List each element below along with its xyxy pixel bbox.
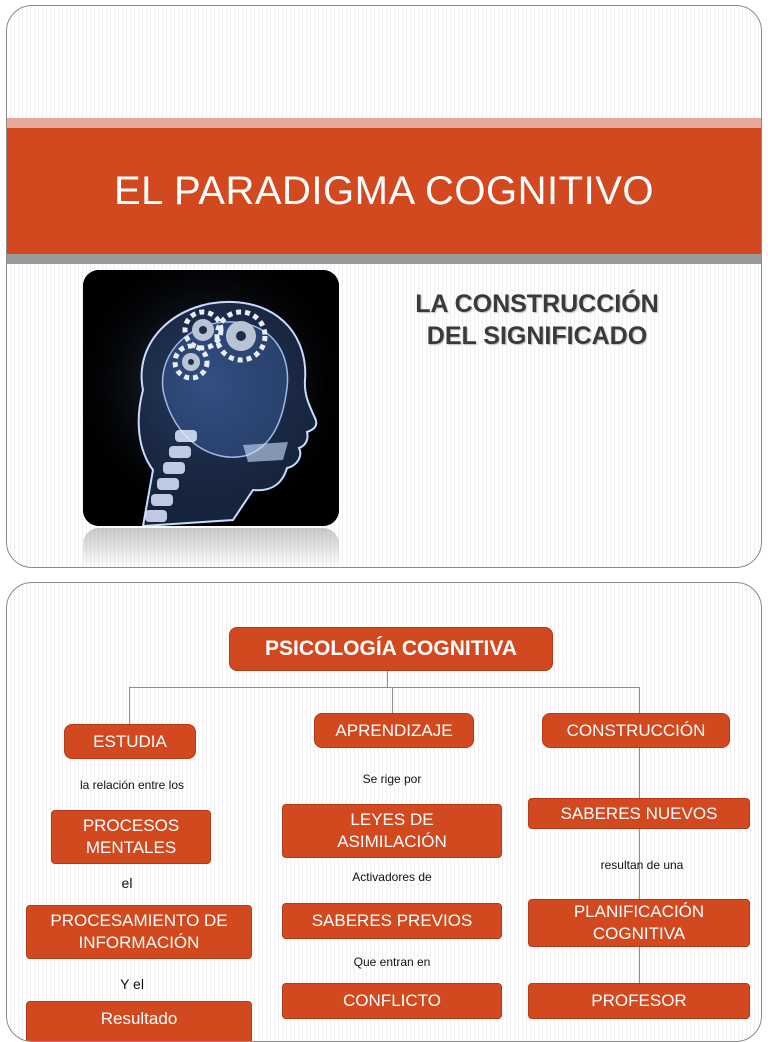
col2-link-2: Activadores de xyxy=(352,870,432,884)
concept-map-slide xyxy=(6,582,762,1042)
col2-node-1: LEYES DE ASIMILACIÓN xyxy=(282,804,502,858)
connector-col3-c xyxy=(639,947,640,983)
root-node: PSICOLOGÍA COGNITIVA xyxy=(229,627,553,671)
connector-horizontal xyxy=(129,687,639,688)
connector-col1-top xyxy=(129,687,130,727)
col3-node-3: PROFESOR xyxy=(528,983,750,1019)
col2-node-3: CONFLICTO xyxy=(282,983,502,1019)
connector-root-stem xyxy=(387,669,388,687)
slide-subtitle xyxy=(377,288,697,352)
col1-node-1: PROCESOS MENTALES xyxy=(51,810,211,864)
title-band-top-stripe xyxy=(7,118,761,128)
col3-link-2: resultan de una xyxy=(600,858,684,872)
xray-head-gears-image xyxy=(83,270,339,526)
col1-link-2: el xyxy=(121,875,133,891)
col1-node-2: PROCESAMIENTO DE INFORMACIÓN xyxy=(26,905,252,959)
col1-head-node: ESTUDIA xyxy=(64,724,196,759)
col3-node-2: PLANIFICACIÓN COGNITIVA xyxy=(528,899,750,947)
slide-title: EL PARADIGMA COGNITIVO xyxy=(114,168,654,213)
col2-link-1: Se rige por xyxy=(362,772,422,786)
col1-link-3: Y el xyxy=(120,976,144,992)
col2-node-2: SABERES PREVIOS xyxy=(282,903,502,939)
col2-head-node: APRENDIZAJE xyxy=(314,713,474,748)
col1-node-3: Resultado xyxy=(26,1001,252,1042)
title-band-bottom-stripe xyxy=(7,254,761,264)
col2-link-3: Que entran en xyxy=(353,955,431,969)
col3-node-1: SABERES NUEVOS xyxy=(528,798,750,829)
subtitle-line-2: DEL SIGNIFICADO xyxy=(426,322,648,350)
col3-head-node: CONSTRUCCIÓN xyxy=(542,713,730,748)
connector-col3-a xyxy=(639,748,640,798)
title-slide xyxy=(6,5,762,568)
col1-link-1: la relación entre los xyxy=(79,778,185,792)
subtitle-line-1: LA CONSTRUCCIÓN xyxy=(415,290,659,318)
image-reflection xyxy=(83,528,339,568)
connector-col2-top xyxy=(392,687,393,713)
connector-col3-top xyxy=(639,687,640,713)
